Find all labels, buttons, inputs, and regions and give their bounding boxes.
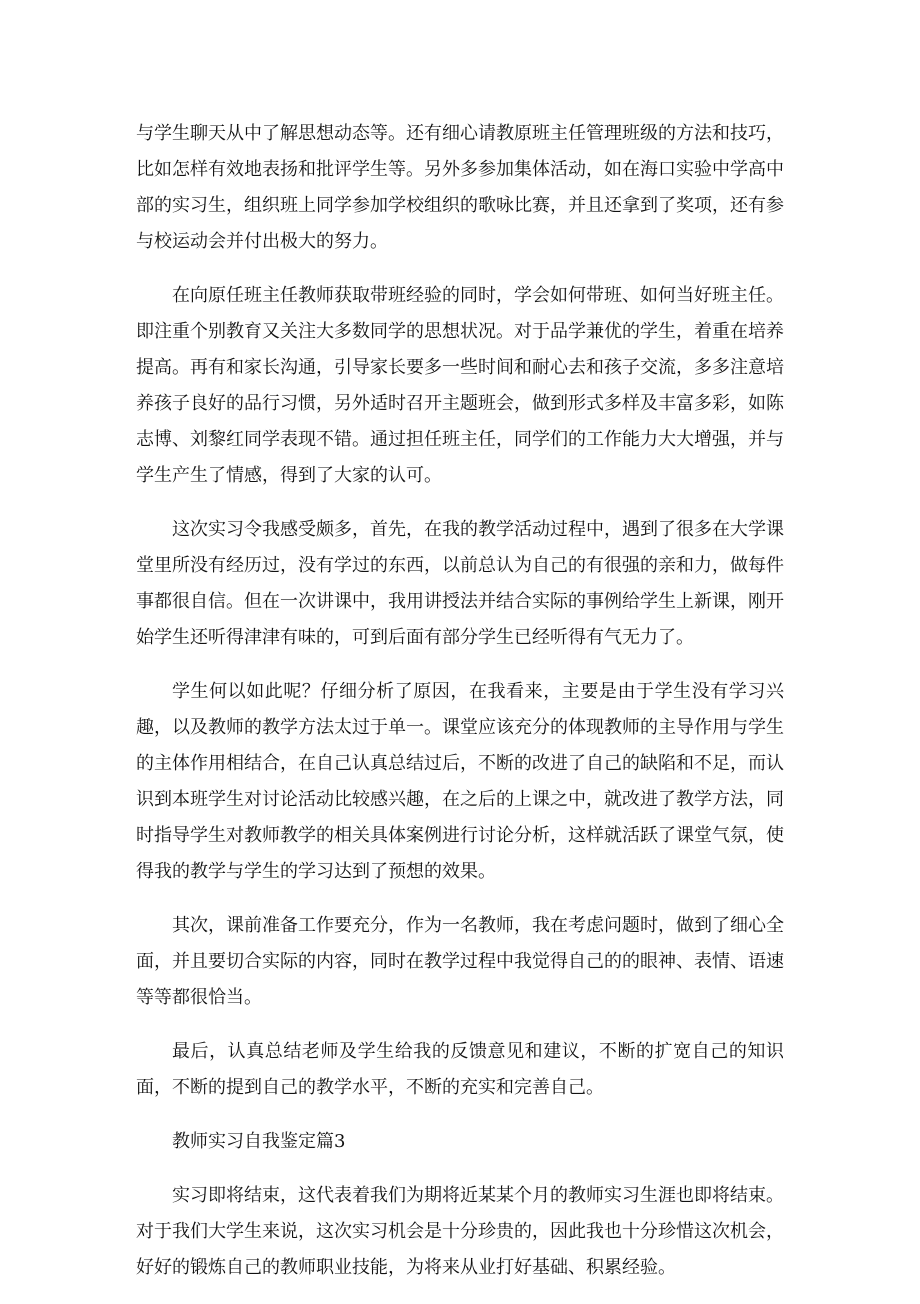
paragraph-teaching-experience: 这次实习令我感受颇多，首先，在我的教学活动过程中，遇到了很多在大学课堂里所没有经历过，没有学过的东西，以前总认为自己的有很强的亲和力，做每件事都很自信。但在一次讲课中，我用讲授法并结合实际的事例给学生上新课，刚开始学生还听得津津有味的，可到后面有部分学生已经听得有气无力了。	[136, 519, 784, 648]
paragraph-preparation: 其次，课前准备工作要充分，作为一名教师，我在考虑问题时，做到了细心全面，并且要切合实际的内容，同时在教学过程中我觉得自己的的眼神、表情、语速等等都很恰当。	[136, 915, 784, 1008]
paragraph-analysis: 学生何以如此呢？仔细分析了原因，在我看来，主要是由于学生没有学习兴趣，以及教师的教学方法太过于单一。课堂应该充分的体现教师的主导作用与学生的主体作用相结合，在自己认真总结过后，不断的改进了自己的缺陷和不足，而认识到本班学生对讨论活动比较感兴趣，在之后的上课之中，就改进了教学方法，同时指导学生对教师教学的相关具体案例进行讨论分析，这样就活跃了课堂气氛，使得我的教学与学生的学习达到了预想的效果。	[136, 681, 784, 882]
paragraph-continued: 与学生聊天从中了解思想动态等。还有细心请教原班主任管理班级的方法和技巧，比如怎样有效地表扬和批评学生等。另外多参加集体活动，如在海口实验中学高中部的实习生，组织班上同学参加学校组织的歌咏比赛，并且还拿到了奖项，还有参与校运动会并付出极大的努力。	[136, 123, 784, 252]
paragraph-conclusion: 最后，认真总结老师及学生给我的反馈意见和建议，不断的扩宽自己的知识面，不断的提到自己的教学水平，不断的充实和完善自己。	[136, 1041, 784, 1098]
paragraph-section-3-intro: 实习即将结束，这代表着我们为期将近某某个月的教师实习生涯也即将结束。对于我们大学生来说，这次实习机会是十分珍贵的，因此我也十分珍惜这次机会，好好的锻炼自己的教师职业技能，为将来从业打好基础、积累经验。	[136, 1185, 784, 1278]
section-heading: 教师实习自我鉴定篇3	[172, 1131, 346, 1152]
paragraph-class-teacher: 在向原任班主任教师获取带班经验的同时，学会如何带班、如何当好班主任。即注重个别教育又关注大多数同学的思想状况。对于品学兼优的学生，着重在培养提高。再有和家长沟通，引导家长要多一些时间和耐心去和孩子交流，多多注意培养孩子良好的品行习惯，另外适时召开主题班会，做到形式多样及丰富多彩，如陈志博、刘黎红同学表现不错。通过担任班主任，同学们的工作能力大大增强，并与学生产生了情感，得到了大家的认可。	[136, 285, 784, 486]
document-page	[136, 116, 784, 1304]
